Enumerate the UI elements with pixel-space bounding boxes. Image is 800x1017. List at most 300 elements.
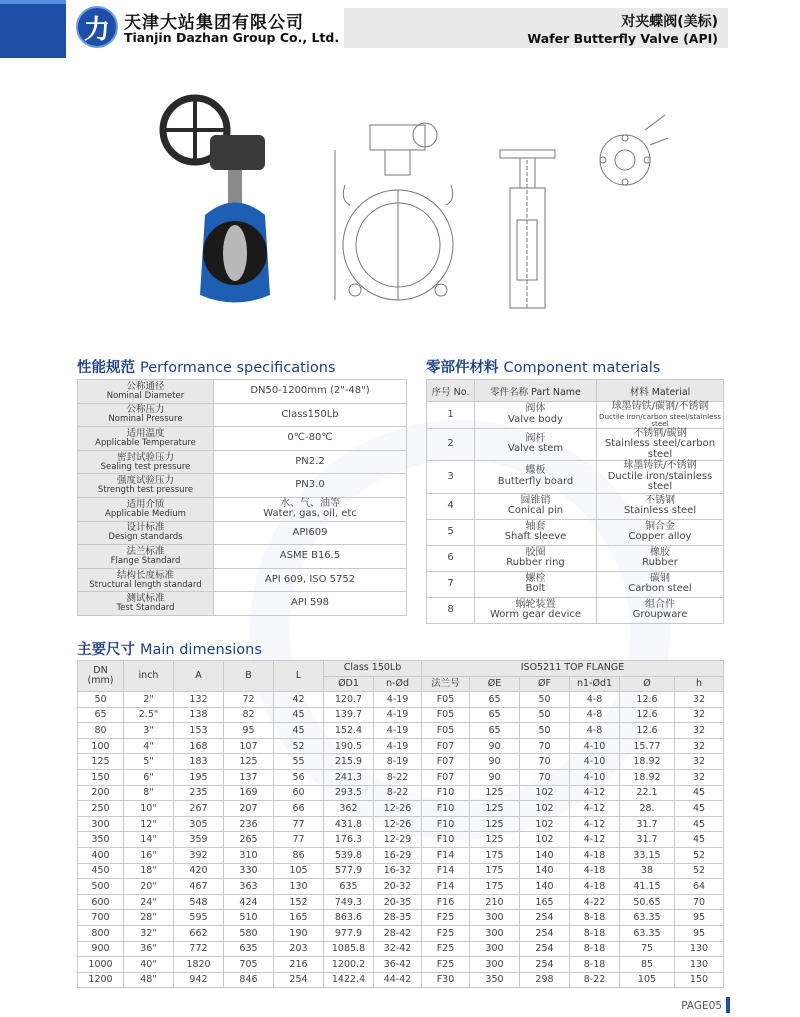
spec-value xyxy=(214,403,407,427)
dimension-row xyxy=(78,972,724,988)
dimension-cell: 4-22 xyxy=(570,894,620,910)
spec-label-cn: 结构长度标准 xyxy=(116,569,174,581)
dimension-cell: 1000 xyxy=(78,957,124,973)
part-name-cn: 蝶板 xyxy=(525,465,546,477)
dimension-cell: 168 xyxy=(174,738,224,754)
component-material xyxy=(597,545,724,571)
component-row xyxy=(427,571,724,597)
dimension-cell: 254 xyxy=(520,941,570,957)
performance-section-title: 性能规范 Performance specifications xyxy=(77,360,336,376)
dimension-cell: 32-42 xyxy=(374,941,422,957)
col-phi: Ø xyxy=(620,676,675,692)
dimension-cell: 36" xyxy=(124,941,174,957)
component-no: 7 xyxy=(427,571,475,597)
dimension-cell: 100 xyxy=(78,738,124,754)
dimension-cell: 41.15 xyxy=(620,879,675,895)
dimension-cell: 50 xyxy=(520,723,570,739)
dimension-cell: 8-18 xyxy=(570,941,620,957)
dimension-cell: 12-29 xyxy=(374,832,422,848)
dimension-cell: 165 xyxy=(520,894,570,910)
components-table xyxy=(426,379,724,624)
material-en: Carbon steel xyxy=(628,583,692,595)
component-no: 1 xyxy=(427,402,475,429)
dimension-cell: F25 xyxy=(422,957,470,973)
dimension-cell: 102 xyxy=(520,785,570,801)
dimension-cell: 300 xyxy=(78,816,124,832)
performance-row xyxy=(78,403,407,427)
company-name-en: Tianjin Dazhan Group Co., Ltd. xyxy=(124,30,340,45)
dimension-cell: 12" xyxy=(124,816,174,832)
dimension-cell: 28-35 xyxy=(374,910,422,926)
dimension-cell: 635 xyxy=(224,941,274,957)
dimension-cell: 18" xyxy=(124,863,174,879)
component-row xyxy=(427,402,724,429)
dimension-cell: 72 xyxy=(224,692,274,708)
dimension-cell: 65 xyxy=(470,723,520,739)
spec-value xyxy=(214,568,407,592)
dimension-cell: 32 xyxy=(675,769,724,785)
col-e: ØE xyxy=(470,676,520,692)
dimension-cell: 169 xyxy=(224,785,274,801)
dimension-cell: 183 xyxy=(174,754,224,770)
dimension-cell: 595 xyxy=(174,910,224,926)
dimension-cell: 175 xyxy=(470,863,520,879)
dimension-cell: 70 xyxy=(520,769,570,785)
component-row xyxy=(427,461,724,494)
col-inch: inch xyxy=(124,661,174,692)
dimension-cell: 45 xyxy=(675,816,724,832)
dimension-cell: 235 xyxy=(174,785,224,801)
dimension-cell: 52 xyxy=(675,863,724,879)
dimension-cell: 32 xyxy=(675,754,724,770)
dimension-cell: 4-19 xyxy=(374,692,422,708)
dimension-cell: 150 xyxy=(78,769,124,785)
dimension-cell: 28-42 xyxy=(374,925,422,941)
dimension-cell: 125 xyxy=(470,832,520,848)
performance-row xyxy=(78,450,407,474)
dimension-cell: 176.3 xyxy=(324,832,374,848)
dimension-cell: 70 xyxy=(675,894,724,910)
col-a: A xyxy=(174,661,224,692)
dimension-cell: 152 xyxy=(274,894,324,910)
dimension-cell: 203 xyxy=(274,941,324,957)
spec-label xyxy=(78,521,214,545)
dimension-cell: 60 xyxy=(274,785,324,801)
dimension-row xyxy=(78,769,724,785)
dimension-cell: 392 xyxy=(174,847,224,863)
material-en: Ductile iron/stainless steel xyxy=(607,470,713,493)
dimension-cell: 400 xyxy=(78,847,124,863)
spec-label-cn: 法兰标准 xyxy=(126,546,165,557)
dimension-cell: 153 xyxy=(174,723,224,739)
dimension-cell: 210 xyxy=(470,894,520,910)
dimension-cell: 350 xyxy=(78,832,124,848)
spec-label-cn: 密封试验压力 xyxy=(116,451,174,463)
dimension-cell: 28. xyxy=(620,801,675,817)
dimension-cell: 580 xyxy=(224,925,274,941)
part-name-en: Butterfly board xyxy=(497,475,574,487)
dimension-cell: 2.5" xyxy=(124,707,174,723)
dimension-cell: 102 xyxy=(520,832,570,848)
component-part xyxy=(475,461,597,494)
dimension-cell: 32 xyxy=(675,723,724,739)
performance-row xyxy=(78,545,407,569)
spec-value-cn: 水、气、油等 xyxy=(280,497,340,509)
dimension-cell: 12-26 xyxy=(374,816,422,832)
spec-value-text: PN2.2 xyxy=(295,455,325,467)
dimension-cell: 207 xyxy=(224,801,274,817)
component-material xyxy=(597,402,724,429)
dimension-cell: 32 xyxy=(675,692,724,708)
dimension-cell: 431.8 xyxy=(324,816,374,832)
spec-value xyxy=(214,592,407,616)
dimension-cell: 293.5 xyxy=(324,785,374,801)
dimension-cell: 190.5 xyxy=(324,738,374,754)
spec-value-text: PN3.0 xyxy=(295,479,325,491)
dimension-cell: 28" xyxy=(124,910,174,926)
material-en: Stainless steel xyxy=(623,505,697,517)
dimension-cell: 305 xyxy=(174,816,224,832)
component-no: 5 xyxy=(427,519,475,545)
dimension-cell: 105 xyxy=(274,863,324,879)
dimension-cell: 138 xyxy=(174,707,224,723)
dimension-cell: 4-8 xyxy=(570,723,620,739)
dimension-cell: 24" xyxy=(124,894,174,910)
spec-label-cn: 公称压力 xyxy=(126,404,165,416)
dimension-cell: 12.6 xyxy=(620,707,675,723)
component-no: 8 xyxy=(427,597,475,623)
dimension-cell: 22.1 xyxy=(620,785,675,801)
dimension-cell: 749.3 xyxy=(324,894,374,910)
spec-value xyxy=(214,427,407,451)
dimension-cell: 12-26 xyxy=(374,801,422,817)
spec-label-en: Design standards xyxy=(108,532,183,543)
dimension-cell: 662 xyxy=(174,925,224,941)
dimension-cell: 140 xyxy=(520,863,570,879)
component-row xyxy=(427,493,724,519)
component-part xyxy=(475,545,597,571)
col-b: B xyxy=(224,661,274,692)
dimension-cell: 150 xyxy=(675,972,724,988)
dimension-cell: 42 xyxy=(274,692,324,708)
dimension-cell: 8-18 xyxy=(570,925,620,941)
dimension-cell: 298 xyxy=(520,972,570,988)
dimension-cell: F10 xyxy=(422,816,470,832)
dimension-cell: 40" xyxy=(124,957,174,973)
dimension-cell: 600 xyxy=(78,894,124,910)
dimension-cell: 215.9 xyxy=(324,754,374,770)
dimension-cell: 4-12 xyxy=(570,801,620,817)
dimension-cell: 90 xyxy=(470,769,520,785)
dimension-cell: 16" xyxy=(124,847,174,863)
dimension-cell: 14" xyxy=(124,832,174,848)
dimension-cell: 467 xyxy=(174,879,224,895)
company-name-cn: 天津大站集团有限公司 xyxy=(124,13,304,33)
dimension-cell: 66 xyxy=(274,801,324,817)
spec-value xyxy=(214,380,407,404)
dimension-cell: 200 xyxy=(78,785,124,801)
dimension-cell: 125 xyxy=(470,816,520,832)
dimension-cell: 4-10 xyxy=(570,754,620,770)
dimension-cell: 4-12 xyxy=(570,816,620,832)
dimension-cell: 8" xyxy=(124,785,174,801)
dimension-cell: 12.6 xyxy=(620,723,675,739)
component-part xyxy=(475,597,597,623)
dimension-cell: 1422.4 xyxy=(324,972,374,988)
dimension-cell: 132 xyxy=(174,692,224,708)
spec-label-en: Structural length standard xyxy=(89,579,202,590)
front-view-drawing xyxy=(330,120,460,320)
dimension-cell: 140 xyxy=(520,879,570,895)
dimension-cell: 977.9 xyxy=(324,925,374,941)
dimension-cell: 236 xyxy=(224,816,274,832)
dimension-cell: 31.7 xyxy=(620,832,675,848)
material-en: Groupware xyxy=(632,609,688,621)
dimension-cell: 65 xyxy=(78,707,124,723)
dimension-cell: 8-18 xyxy=(570,957,620,973)
dimension-cell: 75 xyxy=(620,941,675,957)
part-name-en: Rubber ring xyxy=(506,557,565,569)
spec-value xyxy=(214,474,407,498)
dimension-cell: 772 xyxy=(174,941,224,957)
dimension-cell: 95 xyxy=(675,910,724,926)
dimension-cell: F25 xyxy=(422,910,470,926)
dimension-cell: 635 xyxy=(324,879,374,895)
material-en: Rubber xyxy=(642,557,678,569)
col-dn: DN (mm) xyxy=(78,661,124,692)
dimension-row xyxy=(78,801,724,817)
dimension-cell: 4-19 xyxy=(374,723,422,739)
dimension-cell: F10 xyxy=(422,785,470,801)
product-title-en: Wafer Butterfly Valve (API) xyxy=(527,31,718,46)
dimension-cell: 216 xyxy=(274,957,324,973)
dimension-cell: 300 xyxy=(470,957,520,973)
part-name-en: Worm gear device xyxy=(489,609,582,621)
spec-label-cn: 适用温度 xyxy=(126,428,165,440)
dimension-cell: 539.8 xyxy=(324,847,374,863)
dimension-cell: F14 xyxy=(422,847,470,863)
dimension-cell: 10" xyxy=(124,801,174,817)
material-en: Copper alloy xyxy=(628,531,692,543)
component-no: 3 xyxy=(427,461,475,494)
dimension-cell: 359 xyxy=(174,832,224,848)
product-title-cn: 对夹蝶阀(美标) xyxy=(621,14,718,30)
part-name-en: Valve body xyxy=(508,413,563,425)
dimension-cell: 175 xyxy=(470,879,520,895)
dimension-cell: 85 xyxy=(620,957,675,973)
col-h: h xyxy=(675,676,724,692)
dimension-cell: 330 xyxy=(224,863,274,879)
component-part xyxy=(475,402,597,429)
spec-label-cn: 测试标准 xyxy=(126,593,165,605)
component-row xyxy=(427,519,724,545)
dimension-cell: 267 xyxy=(174,801,224,817)
part-name-cn: 螺栓 xyxy=(525,572,546,584)
dimensions-section-title: 主要尺寸 Main dimensions xyxy=(77,642,262,658)
col-f: ØF xyxy=(520,676,570,692)
dimension-cell: 125 xyxy=(470,785,520,801)
dimension-row xyxy=(78,785,724,801)
dimension-cell: 65 xyxy=(470,692,520,708)
dimension-cell: 45 xyxy=(675,801,724,817)
dimension-cell: 80 xyxy=(78,723,124,739)
component-part xyxy=(475,493,597,519)
spec-label xyxy=(78,545,214,569)
performance-row xyxy=(78,380,407,404)
dimension-cell: 4-12 xyxy=(570,832,620,848)
part-name-cn: 阀体 xyxy=(525,403,546,415)
dimension-cell: 32 xyxy=(675,738,724,754)
dimension-cell: 45 xyxy=(274,723,324,739)
dimension-cell: 52 xyxy=(274,738,324,754)
dimension-cell: 510 xyxy=(224,910,274,926)
dimension-cell: 863.6 xyxy=(324,910,374,926)
dimension-cell: 254 xyxy=(274,972,324,988)
component-material xyxy=(597,519,724,545)
dimension-cell: 300 xyxy=(470,941,520,957)
dimension-row xyxy=(78,925,724,941)
component-row xyxy=(427,597,724,623)
dimension-cell: 90 xyxy=(470,754,520,770)
performance-row xyxy=(78,427,407,451)
material-cn: 球墨铸铁/不锈钢 xyxy=(623,460,697,472)
side-view-drawing xyxy=(495,120,565,320)
dimension-cell: 50.65 xyxy=(620,894,675,910)
dimension-cell: 90 xyxy=(470,738,520,754)
dimension-cell: 50 xyxy=(520,707,570,723)
col-group-iso: ISO5211 TOP FLANGE xyxy=(422,661,724,677)
dimension-cell: 102 xyxy=(520,816,570,832)
dimension-cell: 6" xyxy=(124,769,174,785)
spec-label xyxy=(78,403,214,427)
performance-row xyxy=(78,521,407,545)
dimension-row xyxy=(78,941,724,957)
dimension-cell: 900 xyxy=(78,941,124,957)
dimension-cell: 18.92 xyxy=(620,754,675,770)
dimension-cell: 8-19 xyxy=(374,754,422,770)
dimension-row xyxy=(78,738,724,754)
dimension-cell: 45 xyxy=(675,832,724,848)
dimension-cell: 86 xyxy=(274,847,324,863)
dimension-cell: 4-18 xyxy=(570,879,620,895)
dimension-cell: 300 xyxy=(470,925,520,941)
dimension-cell: 125 xyxy=(78,754,124,770)
dimension-cell: 4" xyxy=(124,738,174,754)
dimension-cell: F05 xyxy=(422,723,470,739)
material-cn: 不锈钢/碳钢 xyxy=(633,427,687,439)
col-part-name: 零件名称 Part Name xyxy=(475,380,597,402)
dimension-cell: 139.7 xyxy=(324,707,374,723)
performance-row xyxy=(78,568,407,592)
component-no: 6 xyxy=(427,545,475,571)
spec-value-text: ASME B16.5 xyxy=(279,550,341,562)
spec-value-text: Class150Lb xyxy=(281,408,339,420)
dimension-cell: 95 xyxy=(224,723,274,739)
dimension-cell: 63.35 xyxy=(620,910,675,926)
valve-photo xyxy=(150,90,280,310)
spec-label-cn: 适用介质 xyxy=(126,498,165,510)
dimension-cell: 4-10 xyxy=(570,738,620,754)
dimension-cell: 250 xyxy=(78,801,124,817)
dimension-cell: 16-32 xyxy=(374,863,422,879)
dimension-cell: 45 xyxy=(675,785,724,801)
dimension-cell: 38 xyxy=(620,863,675,879)
material-en: Stainless steel/carbon steel xyxy=(604,438,716,460)
dimension-cell: 77 xyxy=(274,832,324,848)
dimension-cell: 55 xyxy=(274,754,324,770)
dimension-cell: 102 xyxy=(520,801,570,817)
dimension-cell: 1200 xyxy=(78,972,124,988)
part-name-en: Valve stem xyxy=(507,443,564,455)
dimension-cell: 64 xyxy=(675,879,724,895)
component-material xyxy=(597,461,724,494)
col-material: 材料 Material xyxy=(597,380,724,402)
dimension-cell: 420 xyxy=(174,863,224,879)
dimension-cell: 705 xyxy=(224,957,274,973)
spec-label-en: Nominal Diameter xyxy=(106,390,185,401)
dimension-cell: F14 xyxy=(422,879,470,895)
spec-label xyxy=(78,450,214,474)
part-name-cn: 阀杆 xyxy=(525,432,546,444)
components-section-title: 零部件材料 Component materials xyxy=(426,360,661,376)
dimensions-table xyxy=(77,660,724,988)
dimension-cell: 31.7 xyxy=(620,816,675,832)
dimension-cell: 548 xyxy=(174,894,224,910)
dimension-cell: 577.9 xyxy=(324,863,374,879)
performance-row xyxy=(78,474,407,498)
dimension-cell: 5" xyxy=(124,754,174,770)
dimension-cell: F07 xyxy=(422,754,470,770)
dimension-cell: 140 xyxy=(520,847,570,863)
spec-label-en: Applicable Medium xyxy=(105,508,186,519)
dimension-cell: 20" xyxy=(124,879,174,895)
dimension-cell: 8-18 xyxy=(570,910,620,926)
dimension-cell: 36-42 xyxy=(374,957,422,973)
dimension-cell: F14 xyxy=(422,863,470,879)
dimension-cell: 175 xyxy=(470,847,520,863)
dimension-cell: 424 xyxy=(224,894,274,910)
dimension-cell: F07 xyxy=(422,738,470,754)
part-name-cn: 胶圈 xyxy=(525,546,546,558)
spec-value xyxy=(214,545,407,569)
dimension-cell: 800 xyxy=(78,925,124,941)
dimension-cell: 4-18 xyxy=(570,863,620,879)
company-logo: 力 xyxy=(76,6,118,48)
material-cn: 不锈钢 xyxy=(645,494,675,506)
material-en: Ductile iron/carbon steel/stainless steel xyxy=(598,411,722,429)
dimension-cell: 4-12 xyxy=(570,785,620,801)
spec-value-text: 0℃-80℃ xyxy=(287,432,333,444)
page-number: PAGE05 xyxy=(681,1000,722,1012)
dimension-cell: 254 xyxy=(520,925,570,941)
col-n1d1: n1-Ød1 xyxy=(570,676,620,692)
spec-value xyxy=(214,497,407,521)
spec-value-text: API 598 xyxy=(290,597,330,609)
material-cn: 铜合金 xyxy=(645,520,675,532)
dimension-cell: 1085.8 xyxy=(324,941,374,957)
spec-label-en: Nominal Pressure xyxy=(108,414,183,425)
dimension-cell: 107 xyxy=(224,738,274,754)
dimension-cell: 4-19 xyxy=(374,707,422,723)
header-accent-stripe xyxy=(0,0,66,58)
dimension-row xyxy=(78,863,724,879)
col-no: 序号 No. xyxy=(427,380,475,402)
dimension-cell: 241.3 xyxy=(324,769,374,785)
flange-detail-drawing xyxy=(590,110,670,200)
dimension-cell: 3" xyxy=(124,723,174,739)
dimension-cell: 152.4 xyxy=(324,723,374,739)
dimension-cell: 4-8 xyxy=(570,692,620,708)
